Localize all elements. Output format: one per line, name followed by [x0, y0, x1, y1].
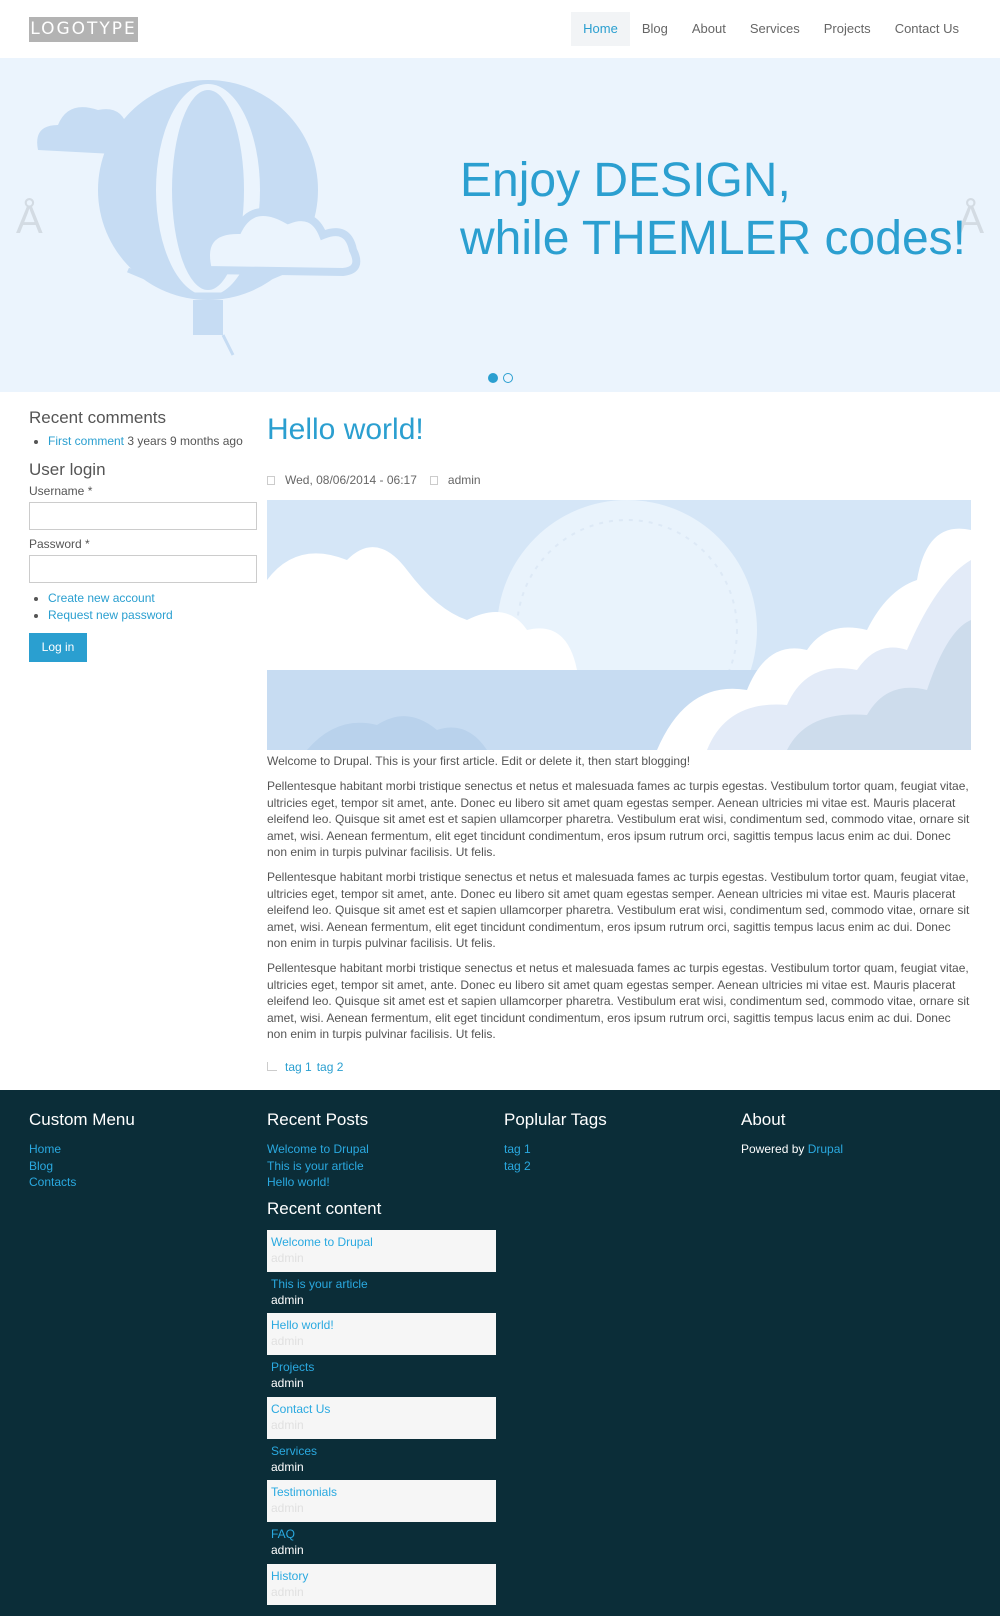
footer-about: [741, 1110, 971, 1158]
recent-content-author: admin: [271, 1334, 304, 1349]
recent-posts-title: Recent Posts: [267, 1110, 369, 1129]
recent-content-author: admin: [271, 1417, 304, 1432]
article: [267, 408, 971, 1074]
hero-title-line2: while THEMLER codes!: [460, 212, 966, 265]
recent-content-author: admin: [271, 1251, 304, 1266]
popular-tags-title: Poplular Tags: [504, 1110, 607, 1129]
username-label: Username *: [29, 484, 93, 498]
recent-content-link[interactable]: Welcome to Drupal: [271, 1235, 373, 1250]
list-item: [267, 1564, 496, 1606]
drupal-link[interactable]: Drupal: [807, 1142, 844, 1156]
tag-icon: [267, 1062, 277, 1071]
footer-popular-tags: [504, 1110, 724, 1174]
slider-prev-icon[interactable]: Å: [16, 198, 43, 242]
article-paragraph-1: Pellentesque habitant morbi tristique senectus et netus et malesuada fames ac turpis egestas. Vestibulum tortor quam, feugiat vitae, ultricies eget, tempor sit amet, ante. Donec eu libero sit amet quam egestas semper. Aenean ultricies mi vitae est. Mauris placerat eleifend leo. Quisque sit amet est et sapien ullamcorper pharetra. Vestibulum erat wisi, condimentum sed, commodo vitae, ornare sit amet, wisi. Aenean fermentum, elit eget tincidunt condimentum, eros ipsum rutrum orci, sagittis tempus lacus enim ac dui. Donec non enim in turpis pulvinar facilisis. Ut felis.: [267, 779, 970, 860]
nav-projects[interactable]: Projects: [823, 21, 871, 36]
recent-content-link[interactable]: Contact Us: [271, 1401, 331, 1416]
recent-post-link[interactable]: Hello world!: [267, 1175, 330, 1190]
recent-content-link[interactable]: FAQ: [271, 1526, 296, 1541]
nav-about[interactable]: About: [691, 21, 726, 36]
article-title[interactable]: Hello world!: [267, 413, 424, 446]
article-intro: Welcome to Drupal. This is your first article. Edit or delete it, then start blogging!: [267, 754, 691, 768]
footer-tag-link[interactable]: tag 2: [504, 1158, 531, 1173]
powered-by: [741, 1141, 971, 1158]
calendar-icon: [267, 476, 275, 485]
create-account-link[interactable]: Create new account: [48, 591, 155, 605]
request-password-item: [48, 607, 259, 624]
recent-content-author: admin: [271, 1292, 304, 1307]
slider-next-icon[interactable]: Å: [957, 198, 984, 242]
recent-content-author: admin: [271, 1584, 304, 1599]
powered-by-text: Powered by: [741, 1142, 805, 1156]
username-input[interactable]: [29, 502, 257, 530]
list-item: [267, 1355, 496, 1397]
login-links: [29, 590, 259, 624]
recent-content-author: admin: [271, 1542, 304, 1557]
sidebar: [29, 408, 259, 662]
tag-link-2[interactable]: tag 2: [316, 1059, 344, 1074]
hero-title-line1: Enjoy DESIGN,: [460, 154, 791, 207]
slider-dots: [488, 373, 513, 383]
recent-post-link[interactable]: This is your article: [267, 1158, 364, 1173]
comment-time: 3 years 9 months ago: [127, 434, 243, 448]
nav-services[interactable]: Services: [749, 21, 800, 36]
footer-link-home[interactable]: Home: [29, 1142, 62, 1156]
site-footer: [0, 1090, 1000, 1616]
password-label: Password *: [29, 537, 90, 551]
nav-blog[interactable]: Blog: [641, 21, 668, 36]
list-item: [267, 1272, 496, 1314]
recent-content-link[interactable]: This is your article: [271, 1276, 368, 1291]
list-item: [267, 1522, 496, 1564]
article-date: Wed, 08/06/2014 - 06:17: [285, 473, 417, 487]
comment-item: [48, 432, 259, 450]
slider-dot-2[interactable]: [503, 373, 513, 383]
footer-tag-link[interactable]: tag 1: [504, 1142, 531, 1156]
list-item: [267, 1439, 496, 1481]
recent-content-link[interactable]: Services: [271, 1443, 318, 1458]
recent-content-list: [267, 1230, 496, 1605]
recent-content-link[interactable]: Projects: [271, 1360, 315, 1375]
hero-slider: [0, 58, 1000, 392]
password-input[interactable]: [29, 555, 257, 583]
create-account-item: [48, 590, 259, 607]
recent-content-author: admin: [271, 1501, 304, 1516]
custom-menu-title: Custom Menu: [29, 1110, 135, 1129]
request-password-link[interactable]: Request new password: [48, 608, 173, 622]
logo[interactable]: LOGOTYPE: [29, 17, 138, 42]
article-author: admin: [447, 473, 481, 487]
list-item: [267, 1480, 496, 1522]
article-meta: [267, 471, 971, 489]
user-icon: [430, 476, 438, 485]
recent-content-link[interactable]: Testimonials: [271, 1485, 338, 1500]
hero-title: [460, 152, 966, 268]
footer-recent-posts: [267, 1110, 496, 1605]
recent-content-link[interactable]: Hello world!: [271, 1318, 334, 1333]
slider-dot-1[interactable]: [488, 373, 498, 383]
site-header: [0, 0, 1000, 58]
main-nav: [571, 12, 971, 46]
list-item: [267, 1397, 496, 1439]
article-image: [267, 500, 971, 750]
login-button[interactable]: Log in: [29, 633, 87, 662]
nav-home[interactable]: Home: [571, 12, 630, 46]
article-paragraph-3: Pellentesque habitant morbi tristique senectus et netus et malesuada fames ac turpis egestas. Vestibulum tortor quam, feugiat vitae, ultricies eget, tempor sit amet, ante. Donec eu libero sit amet quam egestas semper. Aenean ultricies mi vitae est. Mauris placerat eleifend leo. Quisque sit amet est et sapien ullamcorper pharetra. Vestibulum erat wisi, condimentum sed, commodo vitae, ornare sit amet, wisi. Aenean fermentum, elit eget tincidunt condimentum, eros ipsum rutrum orci, sagittis tempus lacus enim ac dui. Donec non enim in turpis pulvinar facilisis. Ut felis.: [267, 960, 970, 1042]
recent-content-link[interactable]: History: [271, 1568, 309, 1583]
recent-comments-title: Recent comments: [29, 408, 166, 427]
list-item: [267, 1230, 496, 1272]
recent-content-author: admin: [271, 1376, 304, 1391]
footer-link-contacts[interactable]: Contacts: [29, 1175, 77, 1190]
recent-post-link[interactable]: Welcome to Drupal: [267, 1142, 369, 1156]
comment-link[interactable]: First comment: [48, 434, 125, 448]
balloon-illustration: [28, 80, 408, 380]
user-login-title: User login: [29, 460, 106, 479]
footer-custom-menu: [29, 1110, 249, 1191]
list-item: [267, 1313, 496, 1355]
footer-link-blog[interactable]: Blog: [29, 1158, 54, 1173]
recent-content-author: admin: [271, 1459, 304, 1474]
article-paragraph-2: Pellentesque habitant morbi tristique senectus et netus et malesuada fames ac turpis egestas. Vestibulum tortor quam, feugiat vitae, ultricies eget, tempor sit amet, ante. Donec eu libero sit amet quam egestas semper. Aenean ultricies mi vitae est. Mauris placerat eleifend leo. Quisque sit amet est et sapien ullamcorper pharetra. Vestibulum erat wisi, condimentum sed, commodo vitae, ornare sit amet, wisi. Aenean fermentum, elit eget tincidunt condimentum, eros ipsum rutrum orci, sagittis tempus lacus enim ac dui. Donec non enim in turpis pulvinar facilisis. Ut felis.: [267, 869, 970, 951]
nav-contact-us[interactable]: Contact Us: [894, 21, 959, 36]
recent-content-title: Recent content: [267, 1199, 382, 1219]
tag-link-1[interactable]: tag 1: [285, 1059, 312, 1074]
about-title: About: [741, 1110, 786, 1129]
recent-comments-list: [29, 432, 259, 450]
article-tags: [267, 1060, 971, 1074]
